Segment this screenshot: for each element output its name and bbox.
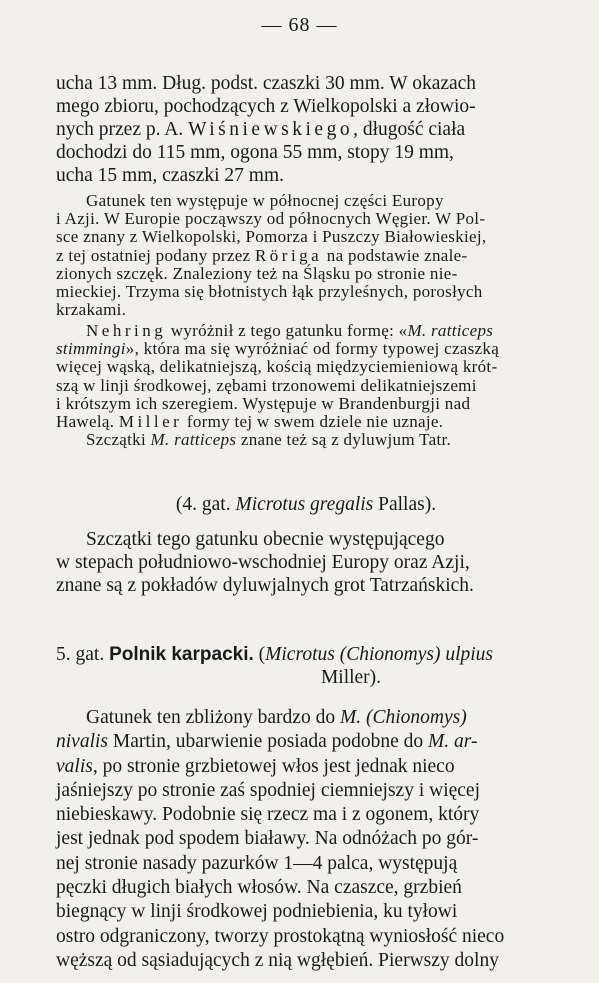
text-line: niebieskawy. Podobnie się rzecz ma i z ogonem, który bbox=[56, 804, 480, 826]
text-line: jaśniejszy po stronie zaś spodniej ciemniejszy i więcej bbox=[56, 779, 481, 801]
text-line: i Azji. W Europie począwszy od północnych Węgier. W Pol- bbox=[56, 209, 486, 229]
text-line: dochodzi do 115 mm, ogona 55 mm, stopy 19 mm, bbox=[56, 142, 454, 163]
paragraph-gregalis bbox=[56, 528, 556, 597]
text-line: stimmingi», która ma się wyróżniać od formy typowej czaszką bbox=[56, 339, 500, 359]
heading-line: 5. gat. Polnik karpacki. (Microtus (Chionomys) ulpius bbox=[56, 644, 493, 665]
text-line: nej stronie nasady pazurków 1—4 palca, występują bbox=[56, 852, 458, 874]
text-line: w stepach południowo-wschodniej Europy oraz Azji, bbox=[56, 552, 470, 573]
text-line: i krótszym ich szeregiem. Występuje w Brandenburgji nad bbox=[56, 393, 471, 413]
text-line: biegnący w linji środkowej podniebienia, ku tyłowi bbox=[56, 901, 458, 923]
species-heading-5 bbox=[56, 643, 556, 689]
text-line: ostro odgraniczony, tworzy prostokątną wyniosłość nieco bbox=[56, 925, 505, 947]
text-line: znane są z pokładów dyluwjalnych grot Tatrzańskich. bbox=[56, 575, 474, 596]
species-latin-name: Microtus (Chionomys) ulpius bbox=[265, 644, 493, 665]
text-line: jest jednak pod spodem białawy. Na odnóżach po gór- bbox=[56, 828, 479, 850]
text-line: sce znany z Wielkopolski, Pomorza i Puszczy Białowieskiej, bbox=[56, 227, 487, 247]
author-name: Nehring bbox=[86, 321, 167, 340]
text-line: nivalis Martin, ubarwienie posiada podobne do M. ar- bbox=[56, 731, 478, 753]
text-line: Szczątki tego gatunku obecnie występującego bbox=[86, 529, 445, 550]
text-line: Gatunek ten zbliżony bardzo do M. (Chionomys) bbox=[86, 707, 467, 728]
text-line: węższą od sąsiadujących z nią wgłębień. Pierwszy dolny bbox=[56, 949, 499, 971]
text-line: więcej wąską, delikatniejszą, kością międzyciemieniową krót- bbox=[56, 357, 498, 377]
heading-line: Miller). bbox=[320, 667, 382, 688]
text-line: valis, po stronie grzbietowej włos jest jednak nieco bbox=[56, 755, 455, 777]
text-line: Szczątki M. ratticeps znane też są z dyluwjum Tatr. bbox=[86, 430, 452, 450]
text-line: Hawelą. Miller formy tej w swem dziele nie uznaje. bbox=[56, 412, 444, 432]
text-line: szą w linji środkowej, zębami trzonowemi delikatniejszemi bbox=[56, 375, 477, 395]
text-line: zionych szczęk. Znaleziony też na Śląsku po stronie nie- bbox=[56, 263, 458, 283]
paragraph-distribution bbox=[56, 192, 556, 319]
page-number: — 68 — bbox=[261, 14, 338, 36]
paragraph-measurements bbox=[56, 72, 556, 187]
text-line: mieckiej. Trzyma się błotnistych łąk przyleśnych, porosłych bbox=[56, 282, 483, 302]
paragraph-ulpius bbox=[56, 706, 556, 973]
text-line: ucha 15 mm, czaszki 27 mm. bbox=[56, 165, 284, 186]
text-line: Nehring wyróżnił z tego gatunku formę: «M. ratticeps bbox=[86, 321, 494, 340]
text-line: krzakami. bbox=[56, 300, 127, 320]
text-line: z tej ostatniej podany przez Röriga na podstawie znale- bbox=[56, 245, 468, 265]
paragraph-subspecies bbox=[56, 322, 556, 449]
text-line: nych przez p. A. Wiśniewskiego, długość ciała bbox=[56, 119, 466, 140]
author-name: Miller bbox=[118, 412, 183, 432]
author-name: Wiśniewskiego bbox=[188, 119, 354, 140]
species-heading-4: (4. gat. Microtus gregalis Pallas). bbox=[175, 494, 437, 515]
text-line: ucha 13 mm. Dług. podst. czaszki 30 mm. W okazach bbox=[56, 73, 477, 94]
text-line: pęczki długich białych włosów. Na czaszce, grzbień bbox=[56, 877, 462, 899]
text-line: Gatunek ten występuje w północnej części Europy bbox=[86, 191, 444, 210]
species-common-name: Polnik karpacki. bbox=[109, 644, 254, 665]
text-line: mego zbioru, pochodzących z Wielkopolski a złowio- bbox=[56, 96, 476, 117]
author-name: Röriga bbox=[254, 245, 323, 265]
